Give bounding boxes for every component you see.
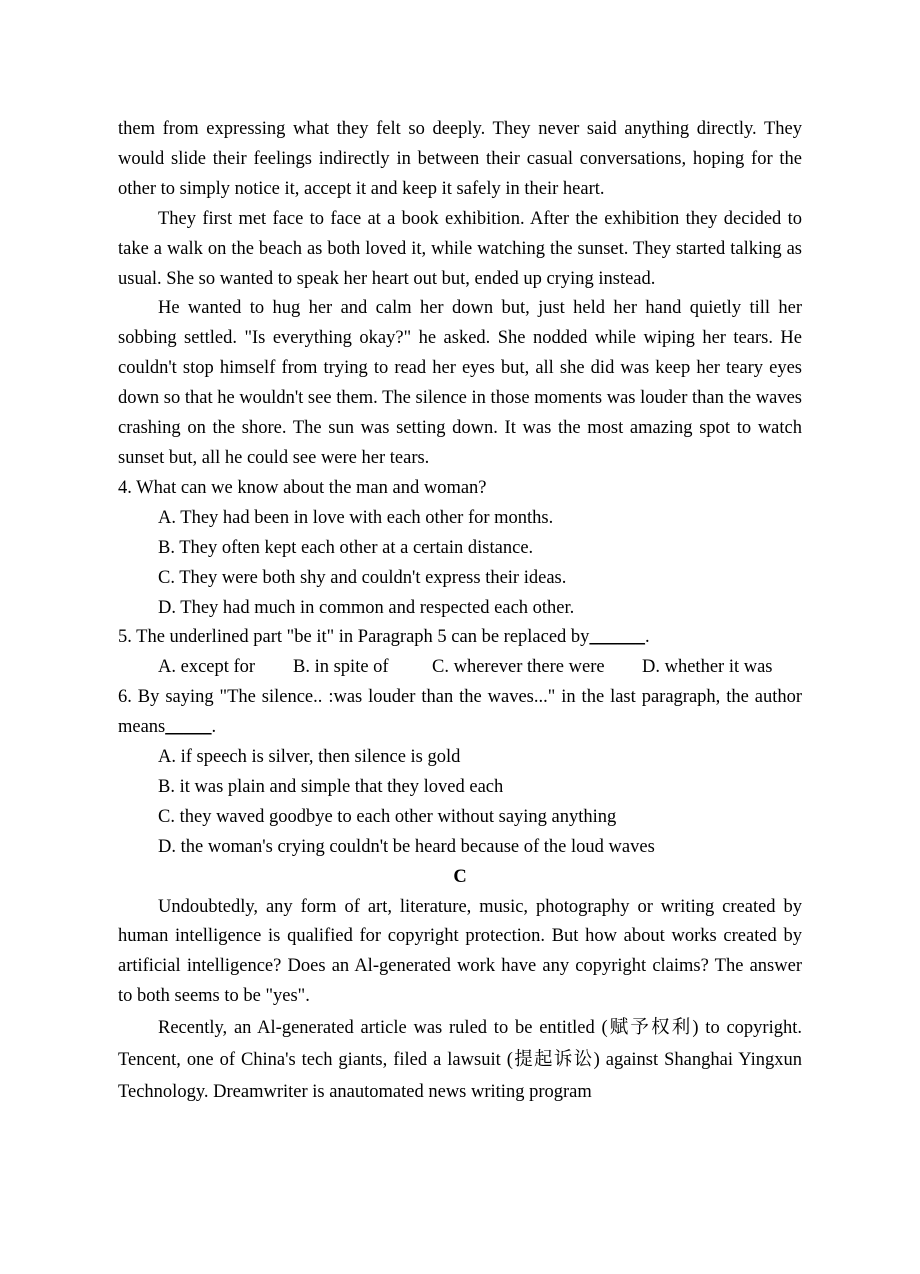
question-5-option-b: B. in spite of (293, 657, 389, 678)
question-6-stem: 6. By saying "The silence.. :was louder than the waves..." in the last paragraph, the author means (118, 687, 802, 738)
question-4-option-b: B. They often kept each other at a certain distance. (158, 537, 534, 558)
question-5-end: . (644, 627, 650, 648)
question-6-end: . (211, 717, 217, 738)
question-5-stem-line (118, 623, 802, 653)
question-5-blank: ______ (589, 627, 645, 648)
question-6-option-d: D. the woman's crying couldn't be heard because of the loud waves (158, 836, 655, 857)
passage-b-paragraph-3: He wanted to hug her and calm her down but, just held her hand quietly till her sobbing settled. "Is everything okay?" he asked. She nodded while wiping her tears. He couldn't stop himself from trying to read her eyes but, all she did was keep her teary eyes down so that he wouldn't see them. The silence in those moments was louder than the waves crashing on the shore. The sun was setting down. It was the most amazing spot to watch sunset but, all he could see were her tears. (118, 298, 802, 468)
question-4-option-c: C. They were both shy and couldn't express their ideas. (158, 567, 567, 588)
question-6-option-a: A. if speech is silver, then silence is gold (158, 747, 461, 768)
exam-page (118, 115, 802, 1108)
question-5-option-a: A. except for (158, 657, 256, 678)
question-5-option-c: C. wherever there were (432, 657, 605, 678)
passage-b-paragraph-2: They first met face to face at a book exhibition. After the exhibition they decided to take a walk on the beach as both loved it, while watching the sunset. They started talking as usual. She so wanted to speak her heart out but, ended up crying instead. (118, 208, 802, 289)
passage-c-paragraph-2: Recently, an Al-generated article was ruled to be entitled (赋予权利) to copyright. Tencent, one of China's tech giants, filed a lawsuit (提起诉讼) against Shanghai Yingxun Technology. Dreamwriter is anautomated news writing program (118, 1018, 802, 1103)
question-6-stem-line (118, 683, 802, 743)
question-5-options (118, 653, 802, 683)
question-6-option-c: C. they waved goodbye to each other without saying anything (158, 806, 617, 827)
question-5-option-d: D. whether it was (642, 657, 773, 678)
question-4-option-a: A. They had been in love with each other for months. (158, 507, 554, 528)
question-5-stem: 5. The underlined part "be it" in Paragraph 5 can be replaced by (118, 627, 590, 648)
question-4-stem: 4. What can we know about the man and woman? (118, 477, 487, 498)
passage-b-paragraph-1: them from expressing what they felt so deeply. They never said anything directly. They would slide their feelings indirectly in between their casual conversations, hoping for the other to simply notice it, accept it and keep it safely in their heart. (118, 119, 802, 199)
question-4-option-d: D. They had much in common and respected each other. (158, 597, 575, 618)
passage-c-paragraph-1: Undoubtedly, any form of art, literature, music, photography or writing created by human intelligence is qualified for copyright protection. But how about works created by artificial intelligence? Does an Al-generated work have any copyright claims? The answer to both seems to be "yes". (118, 896, 802, 1007)
passage-c-heading: C (453, 866, 467, 887)
question-6-option-b: B. it was plain and simple that they loved each (158, 776, 504, 797)
question-6-blank: _____ (165, 717, 212, 738)
